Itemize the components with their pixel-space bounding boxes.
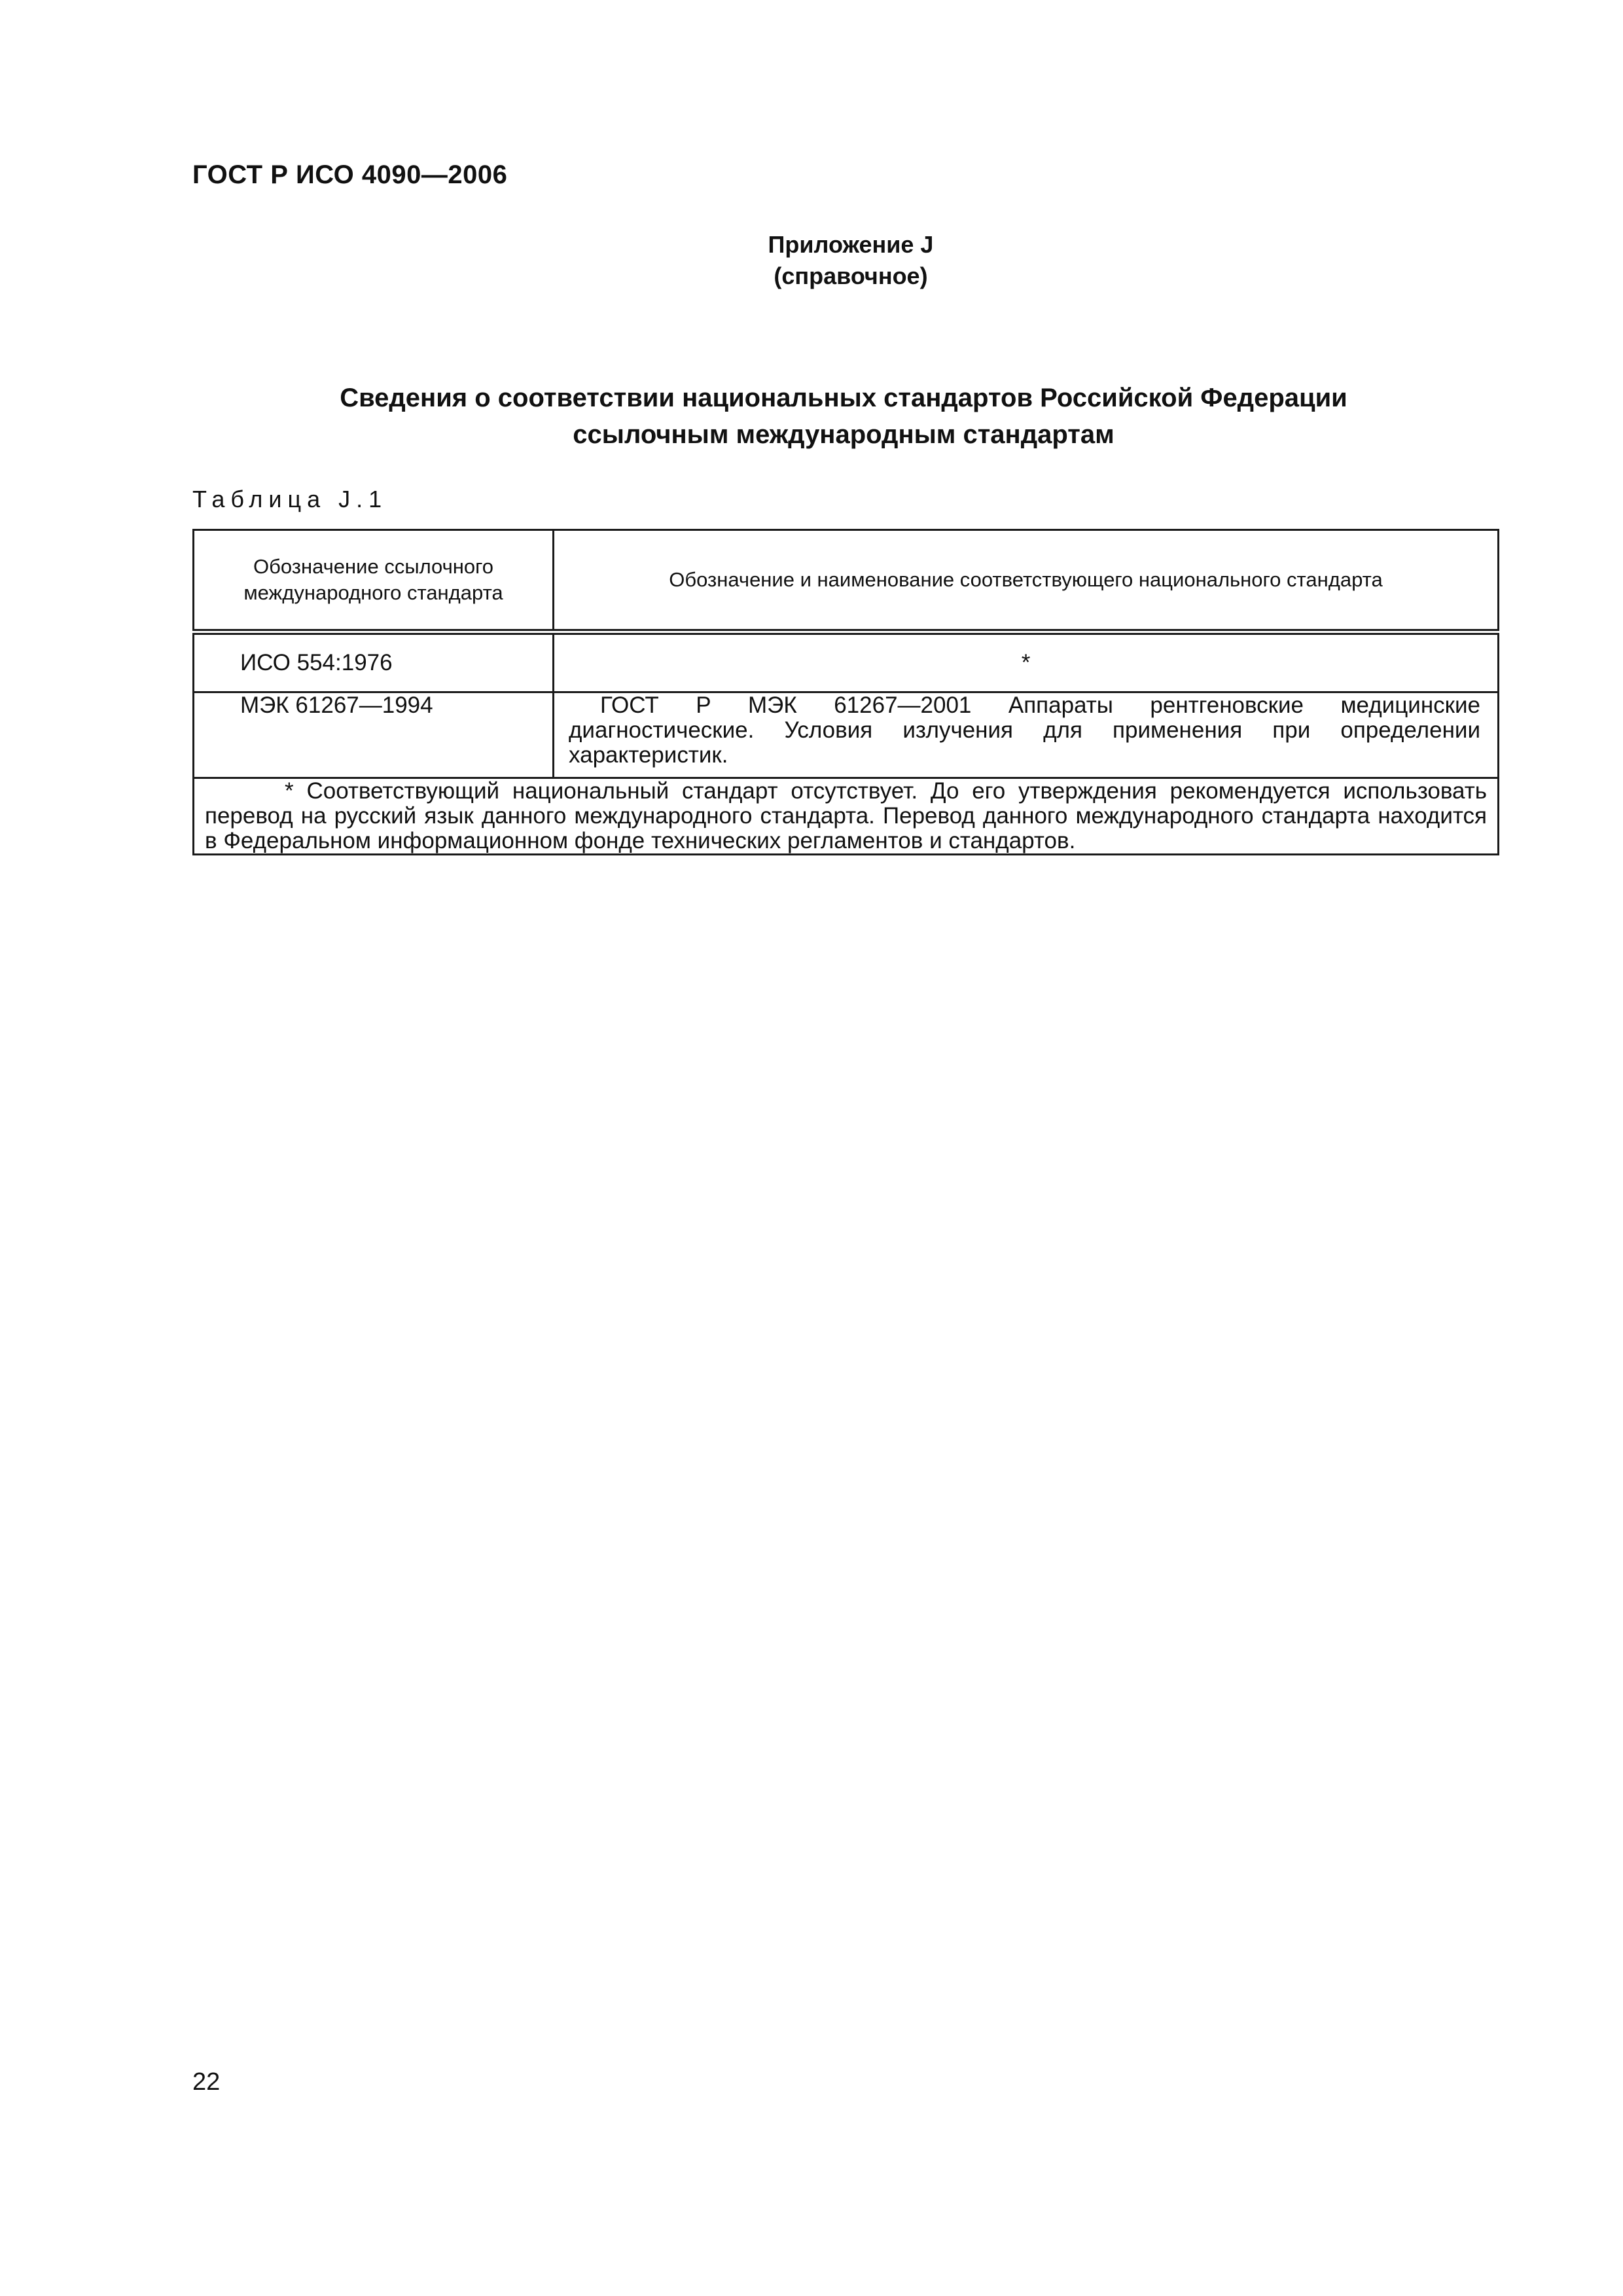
table-row [194, 632, 1499, 692]
header-national-standard: Обозначение и наименование соответствующего национального стандарта [554, 530, 1499, 632]
header-ref-standard-line-2: международного стандарта [243, 581, 503, 604]
header-ref-standard [194, 530, 554, 632]
section-title-line-2: ссылочным международным стандартам [573, 420, 1115, 449]
cell-national-standard: ГОСТ Р МЭК 61267—2001 Аппараты рентгеновские медицинские диагностические. Условия излучения для применения при определении характеристик. [554, 692, 1499, 778]
table-caption: Таблица J.1 [192, 486, 388, 512]
cell-ref-standard: МЭК 61267—1994 [194, 692, 554, 778]
table-footnote: * Соответствующий национальный стандарт отсутствует. До его утверждения рекомендуется использовать перевод на русский язык данного международного стандарта. Перевод данного международного стандарта находится в Федеральном информационном фонде технических регламентов и стандартов. [194, 778, 1499, 855]
section-title-line-1: Сведения о соответствии национальных стандартов Российской Федерации [340, 384, 1347, 412]
standards-correspondence-table [192, 529, 1499, 855]
section-title [192, 380, 1495, 453]
appendix-heading [720, 229, 982, 292]
document-code: ГОСТ Р ИСО 4090—2006 [192, 160, 508, 189]
table-row [194, 692, 1499, 778]
table-header-row [194, 530, 1499, 632]
appendix-kind: (справочное) [774, 262, 928, 289]
page-number: 22 [192, 2068, 221, 2096]
cell-ref-standard: ИСО 554:1976 [194, 632, 554, 692]
cell-national-standard: * [554, 632, 1499, 692]
appendix-label: Приложение J [768, 231, 934, 258]
header-ref-standard-line-1: Обозначение ссылочного [253, 555, 493, 578]
table-footnote-row [194, 778, 1499, 855]
